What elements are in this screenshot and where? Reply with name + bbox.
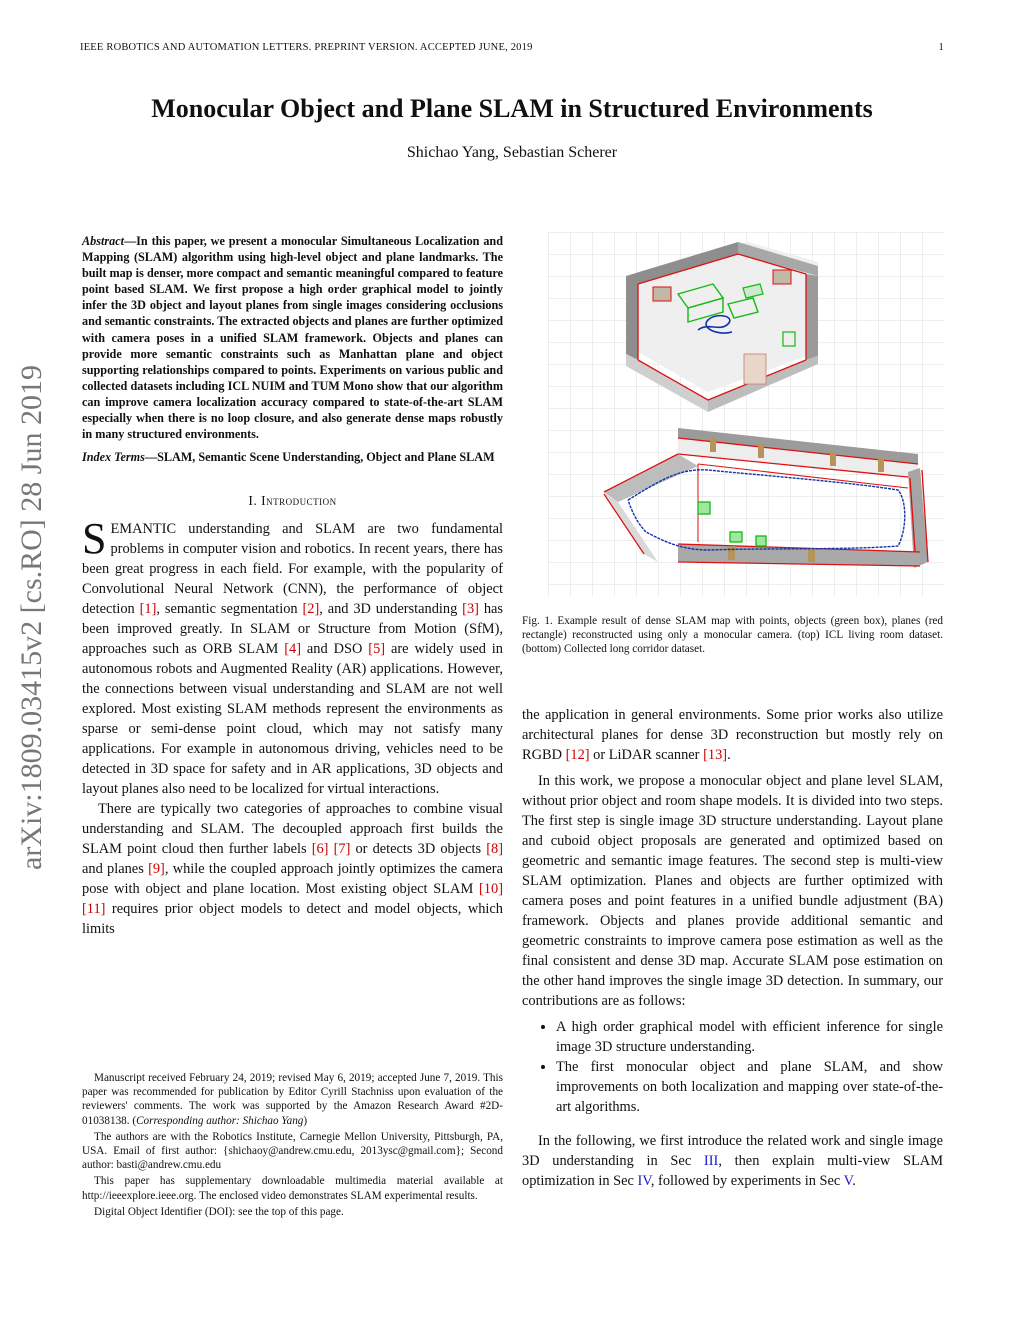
- footnote-supplementary: This paper has supplementary downloadable multimedia material available at http://ieeexplore.ieee.org. The enclosed video demonstrates SLAM experimental results.: [82, 1175, 503, 1202]
- citation-link[interactable]: [13]: [703, 747, 728, 763]
- figure-1-image: [548, 232, 944, 596]
- citation-link[interactable]: [8]: [486, 841, 503, 858]
- footnote-manuscript: Manuscript received February 24, 2019; revised May 6, 2019; accepted June 7, 2019. This paper was recommended for publication by Editor Cyrill Stachniss upon evaluation of the reviewers' comments. The work was supported by the Amazon Research Award #2D-01038138. (Corresponding author: Shichao Yang): [82, 1072, 503, 1127]
- section-link[interactable]: IV: [637, 1173, 651, 1189]
- section-link[interactable]: III: [703, 1153, 719, 1169]
- section-heading-introduction: I. Introduction: [248, 493, 337, 509]
- right-paragraph-2: In this work, we propose a monocular object and plane level SLAM, without prior object and room shape models. It is divided into two steps. The first step is single image 3D structure understanding. Layout plane and cuboid object proposals are generated and optimized based on geometric and semantic image features. The second step is multi-view SLAM optimization. Planes and objects are further optimized with camera poses and point features in a unified bundle adjustment (BA) framework. Objects and planes provide additional semantic and geometric constraints to improve camera pose estimation as well as the final consistent and dense 3D map. Accurate SLAM pose estimation on the other hand improves the single image 3D detection. In summary, our contributions are as follows:: [522, 773, 943, 1009]
- running-title: IEEE ROBOTICS AND AUTOMATION LETTERS. PREPRINT VERSION. ACCEPTED JUNE, 2019: [80, 42, 533, 53]
- citation-link[interactable]: [5]: [368, 641, 386, 658]
- right-paragraph-3: In the following, we first introduce the related work and single image 3D understanding in Sec III, then explain multi-view SLAM optimization in Sec IV, followed by experiments in Sec V.: [522, 1133, 943, 1189]
- arxiv-stamp: arXiv:1809.03415v2 [cs.RO] 28 Jun 2019: [15, 365, 48, 870]
- contribution-item: • A high order graphical model with efficient inference for single image 3D structure understanding.: [556, 1017, 943, 1057]
- abstract-label: Abstract: [82, 234, 124, 248]
- page-number: 1: [938, 42, 944, 53]
- abstract: Abstract—In this paper, we present a monocular Simultaneous Localization and Mapping (SLAM) algorithm using high-level object and plane landmarks. The built map is denser, more compact and semantic meaningful compared to feature point based SLAM. We first propose a high order graphical model to jointly infer the 3D object and layout planes from single images considering occlusions and semantic constraints. The extracted objects and planes are further optimized with camera poses in a unified SLAM framework. Objects and planes can provide more semantic constraints such as Manhattan plane and object supporting relationships compared to points. Experiments on various public and collected datasets including ICL NUIM and TUM Mono show that our algorithm can improve camera localization accuracy compared to state-of-the-art SLAM especially when there is no loop closure, and also generate dense maps robustly in many structured environments.: [82, 234, 503, 442]
- right-column-body: [522, 705, 943, 1191]
- intro-paragraph-1: SEMANTIC understanding and SLAM are two fundamental problems in computer vision and robotics. In recent years, there has been great progress in each field. For example, with the popularity of Convolutional Neural Network (CNN), the performance of object detection [1], semantic segmentation [2], and 3D understanding [3] has been improved greatly. In SLAM or Structure from Motion (SfM), approaches such as ORB SLAM [4] and DSO [5] are widely used in autonomous robots and Augmented Reality (AR) applications. However, the connections between visual understanding and SLAM are not well explored. Most existing SLAM methods represent the environments as sparse or semi-dense point cloud, which may not satisfy many applications. For example in autonomous driving, vehicles need to be detected in 3D space for safety and in AR applications, 3D objects and layout planes also need to be localized for virtual interactions.: [82, 514, 503, 798]
- abstract-text: In this paper, we present a monocular Simultaneous Localization and Mapping (SLAM) algorithm using high-level object and plane landmarks. The built map is denser, more compact and semantic meaningful compared to feature point based SLAM. We first propose a high order graphical model to jointly infer the 3D object and layout planes from single images considering occlusions and semantic constraints. The extracted objects and planes are further optimized with camera poses in a unified SLAM framework. Objects and planes can provide more semantic constraints such as Manhattan plane and object supporting relationships compared to points. Experiments on various public and collected datasets including ICL NUIM and TUM Mono show that our algorithm can improve camera localization accuracy compared to state-of-the-art SLAM especially when there is no loop closure, and also generate dense maps robustly in many structured environments.: [82, 234, 503, 442]
- citation-link[interactable]: [11]: [82, 901, 106, 918]
- paper-authors: Shichao Yang, Sebastian Scherer: [406, 144, 618, 161]
- citation-link[interactable]: [10]: [479, 881, 503, 898]
- index-terms-text: SLAM, Semantic Scene Understanding, Object and Plane SLAM: [157, 450, 495, 465]
- section-link[interactable]: V: [843, 1173, 853, 1189]
- citation-link[interactable]: [3]: [462, 601, 479, 618]
- left-column: [82, 233, 503, 939]
- footnotes: [82, 1071, 503, 1221]
- contribution-item: • The first monocular object and plane SLAM, and show improvements on both localization and mapping over state-of-the-art algorithms.: [556, 1057, 943, 1117]
- intro-paragraph-2: There are typically two categories of approaches to combine visual understanding and SLAM. The decoupled approach first builds the SLAM point cloud then further labels [6] [7] or detects 3D objects [8] and planes [9], while the coupled approach jointly optimizes the camera pose with object and plane location. Most existing object SLAM [10] [11] requires prior object models to detect and model objects, which limits: [82, 801, 503, 938]
- contributions-list: [522, 1017, 943, 1117]
- citation-link[interactable]: [9]: [148, 861, 165, 878]
- figure-1-caption: Fig. 1. Example result of dense SLAM map with points, objects (green box), planes (red rectangle) reconstructed using only a monocular camera. (top) ICL living room dataset. (bottom) Collected long corridor dataset.: [522, 615, 943, 655]
- drop-cap: S: [82, 514, 107, 564]
- running-header: [80, 42, 948, 58]
- citation-link[interactable]: [7]: [333, 841, 351, 858]
- index-terms-label: Index Terms: [82, 450, 145, 465]
- citation-link[interactable]: [12]: [565, 747, 590, 763]
- citation-link[interactable]: [2]: [302, 601, 320, 618]
- footnote-affiliation: The authors are with the Robotics Institute, Carnegie Mellon University, Pittsburgh, PA, USA. Email of first author: {shichaoy@andrew.cmu.edu, 2013ysc@gmail.com}; Second author: basti@andrew.cmu.edu: [82, 1130, 503, 1172]
- paper-title: Monocular Object and Plane SLAM in Structured Environments: [151, 94, 873, 123]
- right-paragraph-1: the application in general environments. Some prior works also utilize architectural planes for dense 3D reconstruction but mostly rely on RGBD [12] or LiDAR scanner [13].: [522, 707, 943, 763]
- footnote-doi: Digital Object Identifier (DOI): see the top of this page.: [94, 1205, 344, 1218]
- figure-1: [548, 232, 944, 596]
- citation-link[interactable]: [4]: [284, 641, 301, 658]
- citation-link[interactable]: [1]: [139, 601, 157, 618]
- index-terms: Index Terms—SLAM, Semantic Scene Understanding, Object and Plane SLAM: [82, 450, 495, 465]
- citation-link[interactable]: [6]: [311, 841, 329, 858]
